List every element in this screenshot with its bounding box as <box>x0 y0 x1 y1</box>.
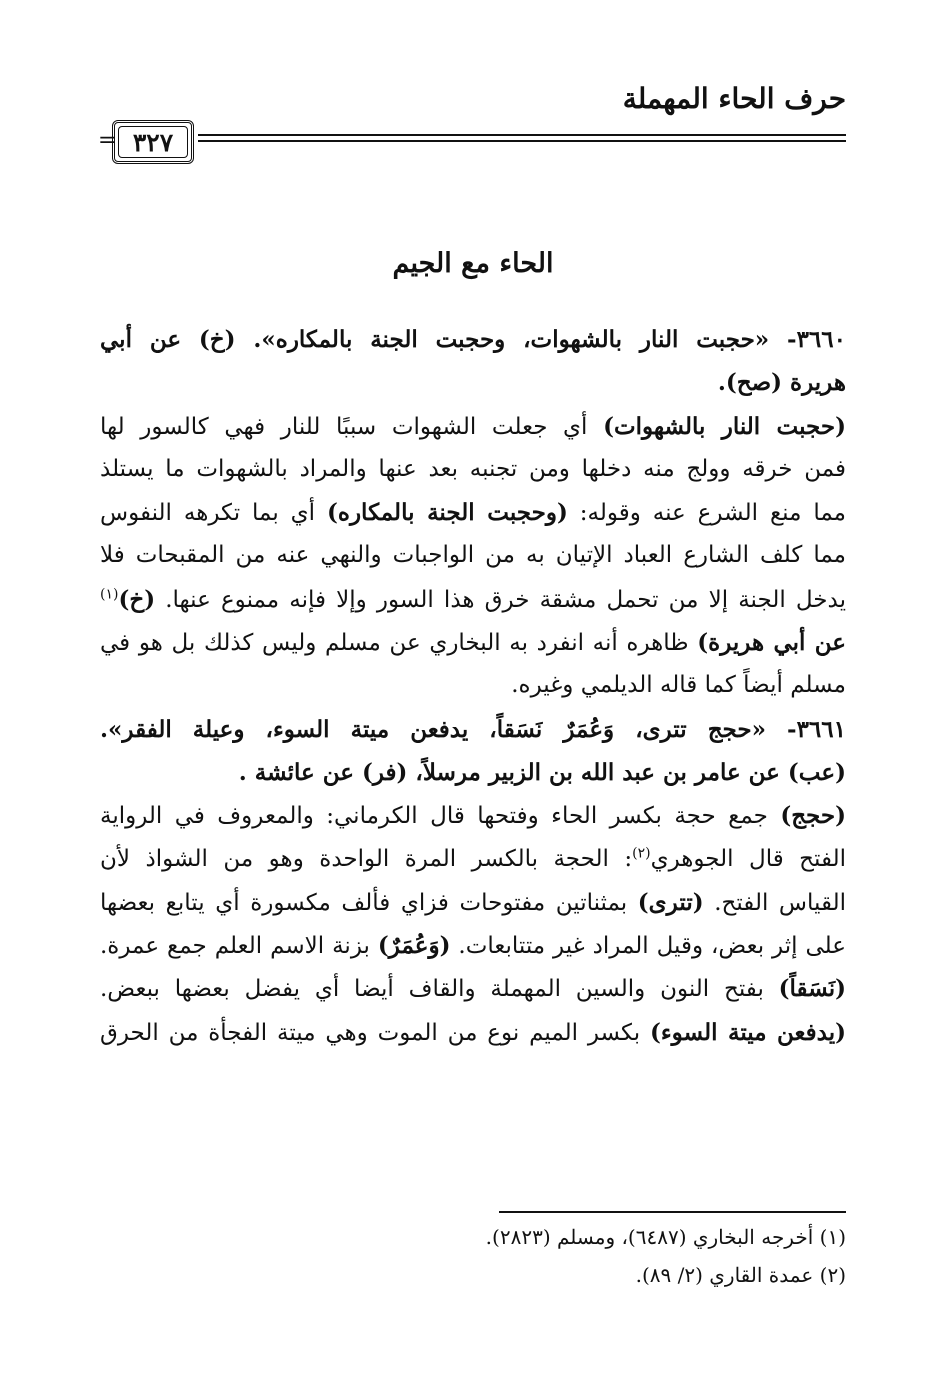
commentary-line: مما منع الشرع عنه وقوله: (وحجبت الجنة بالمكاره) أي بما تكرهه النفوس <box>100 499 847 527</box>
commentary-line: (نَسَقاً) بفتح النون والسين المهملة والقاف أيضا أي يفضل بعضها ببعض. <box>100 975 846 1003</box>
footnote-separator <box>499 1211 846 1213</box>
commentary-line: القياس الفتح. (تترى) بمثناتين مفتوحات فزاي فألف مكسورة أي يتابع بعضها <box>100 888 846 916</box>
commentary-line: مما كلف الشارع العباد الإتيان به من الواجبات والنهي عنه من المقبحات فلا <box>100 542 846 569</box>
header-double-rule <box>198 134 846 144</box>
commentary-line: (يدفعن ميتة السوء) بكسر الميم نوع من الموت وهي ميتة الفجأة من الحرق <box>100 1018 846 1046</box>
commentary-line: الفتح قال الجوهري$^{(٢)}$: الحجة بالكسر المرة الواحدة وهو من الشواذ لأن <box>100 844 846 872</box>
commentary-line: (حجج) جمع حجة بكسر الحاء وفتحها قال الكرماني: والمعروف في الرواية <box>100 802 846 830</box>
section-title: الحاء مع الجيم <box>392 248 554 279</box>
footnote-ref-1: (١) <box>100 586 119 603</box>
footnotes <box>486 1218 846 1294</box>
hadith-3660-line: هريرة (صح). <box>717 369 846 397</box>
hadith-3660-line: ٣٦٦٠- «حجبت النار بالشهوات، وحجبت الجنة بالمكاره». (خ) عن أبي <box>100 326 846 353</box>
hadith-3661-line: (عب) عن عامر بن عبد الله بن الزبير مرسلاً، (فر) عن عائشة . <box>238 758 846 786</box>
commentary-line: (حجبت النار بالشهوات) أي جعلت الشهوات سببًا للنار فهي كالسور لها <box>100 412 846 440</box>
commentary-line: عن أبي هريرة) ظاهره أنه انفرد به البخاري عن مسلم وليس كذلك بل هو في <box>100 629 846 657</box>
commentary-line: يدخل الجنة إلا من تحمل مشقة خرق هذا السور وإلا فإنه ممنوع عنها. (خ)$^{(١)}$ <box>100 585 846 613</box>
footnote-1: (١) أخرجه البخاري (٦٤٨٧)، ومسلم (٢٨٢٣). <box>485 1225 846 1249</box>
hadith-3661-line: ٣٦٦١- «حجج تترى، وَعُمَرٌ نَسَقاً، يدفعن ميتة السوء، وعيلة الفقر». <box>100 715 846 743</box>
page-number <box>112 120 194 164</box>
commentary-line: فمن خرقه وولج منه دخلها ومن تجنبه بعد عنها والمراد بالشهوات ما يستلذ <box>100 455 846 482</box>
running-title: حرف الحاء المهملة <box>622 82 846 115</box>
commentary-line: على إثر بعض، وقيل المراد غير متتابعات. (وَعُمَرٌ) بزنة الاسم العلم جمع عمرة. <box>100 932 846 960</box>
footnote-2: (٢) عمدة القاري (٢/ ٨٩). <box>635 1263 846 1287</box>
footnote-ref-2: (٢) <box>632 844 651 861</box>
header-mark: = <box>98 128 117 153</box>
commentary-line: مسلم أيضاً كما قاله الديلمي وغيره. <box>511 672 846 699</box>
body-text <box>100 318 846 1054</box>
page-number-text: ٣٢٧ <box>132 127 174 157</box>
